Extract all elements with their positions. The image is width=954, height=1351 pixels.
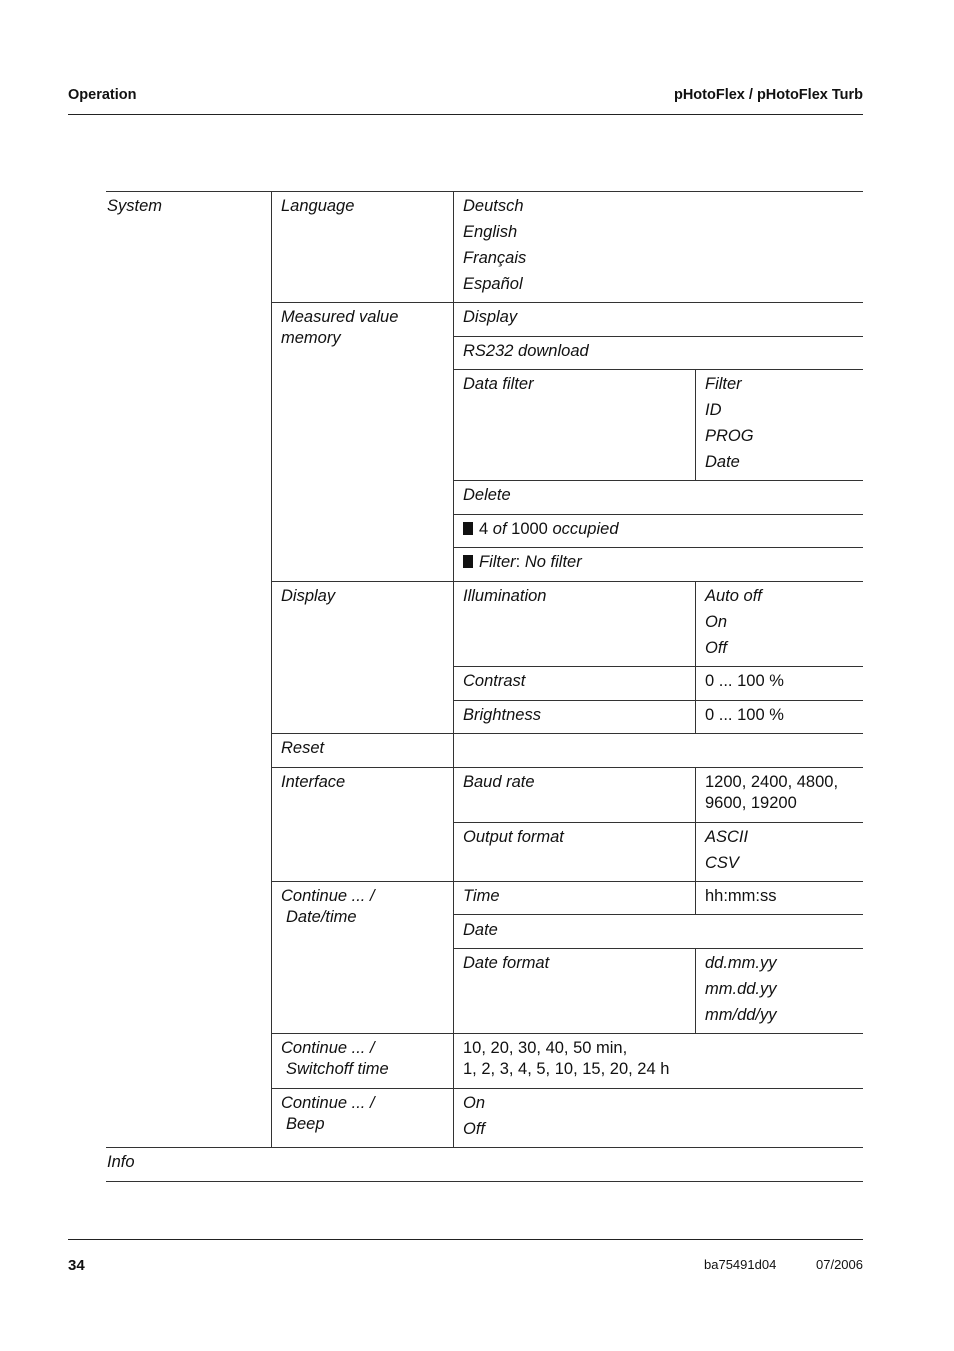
memory-label-line: Measured value <box>281 308 399 326</box>
interface-output-format <box>463 824 564 850</box>
illumination-option: On <box>705 613 728 631</box>
occupied-suffix: occupied <box>552 520 619 538</box>
language-option: Français <box>463 249 527 267</box>
time-format <box>705 883 777 909</box>
info-label: Info <box>107 1153 135 1171</box>
baud-rate-line: 9600, 19200 <box>705 794 797 812</box>
row-divider <box>453 547 863 548</box>
illumination-option: Auto off <box>705 587 762 605</box>
switchoff-label-line: Switchoff time <box>286 1060 389 1078</box>
row-divider <box>453 948 863 949</box>
menu-switchoff-time <box>281 1038 389 1080</box>
output-format-option: ASCII <box>705 828 749 846</box>
display-label: Display <box>281 587 336 605</box>
beep-options <box>463 1090 485 1142</box>
date-format-label: Date format <box>463 954 550 972</box>
beep-option: Off <box>463 1120 486 1138</box>
menu-beep <box>281 1093 375 1135</box>
row-divider <box>106 1147 863 1148</box>
row-divider <box>453 666 863 667</box>
menu-measured-value-memory <box>281 307 398 349</box>
row-divider <box>453 822 863 823</box>
rs232-label: RS232 download <box>463 342 589 360</box>
contrast-range <box>705 668 784 694</box>
memory-delete <box>463 482 511 508</box>
output-format-option: CSV <box>705 854 739 872</box>
data-filter-label: Data filter <box>463 375 534 393</box>
language-label: Language <box>281 197 355 215</box>
status-square-icon <box>463 555 473 568</box>
switchoff-label-line: Continue ... / <box>281 1039 375 1057</box>
row-divider <box>453 369 863 370</box>
language-option: Deutsch <box>463 197 524 215</box>
memory-occupied-status <box>463 516 619 542</box>
menu-date-time <box>281 886 375 928</box>
datetime-time <box>463 883 500 909</box>
status-square-icon <box>463 522 473 535</box>
switchoff-value-line: 10, 20, 30, 40, 50 min, <box>463 1039 628 1057</box>
interface-baud-rate <box>463 769 535 795</box>
output-format-options <box>705 824 748 876</box>
date-format-option: dd.mm.yy <box>705 954 777 972</box>
data-filter-option: Date <box>705 453 740 471</box>
memory-rs232-download <box>463 338 589 364</box>
document-date: 07/2006 <box>816 1257 863 1272</box>
occupied-total: 1000 <box>511 520 548 538</box>
page-number: 34 <box>68 1257 85 1274</box>
column-divider <box>453 191 454 1147</box>
document-id: ba75491d04 <box>704 1257 777 1272</box>
menu-reset <box>281 735 324 761</box>
baud-label: Baud rate <box>463 773 535 791</box>
row-divider <box>271 1033 863 1034</box>
row-divider <box>453 336 863 337</box>
baud-rate-line: 1200, 2400, 4800, <box>705 773 839 791</box>
illumination-option: Off <box>705 639 728 657</box>
memory-label-line: memory <box>281 329 341 347</box>
language-option: English <box>463 223 518 241</box>
footer-rule <box>68 1239 863 1240</box>
output-format-label: Output format <box>463 828 564 846</box>
data-filter-option: PROG <box>705 427 754 445</box>
row-divider <box>453 914 863 915</box>
header-rule <box>68 114 863 115</box>
brightness-range <box>705 702 784 728</box>
display-illumination <box>463 583 546 609</box>
menu-display <box>281 583 335 609</box>
datetime-label-line: Continue ... / <box>281 887 375 905</box>
delete-label: Delete <box>463 486 511 504</box>
contrast-label: Contrast <box>463 672 526 690</box>
menu-language <box>281 193 354 219</box>
brightness-label: Brightness <box>463 706 541 724</box>
interface-label: Interface <box>281 773 346 791</box>
section-title: Operation <box>68 87 137 103</box>
beep-label-line: Continue ... / <box>281 1094 375 1112</box>
memory-display <box>463 304 517 330</box>
filter-status-label: Filter <box>479 553 516 571</box>
row-divider <box>271 1088 863 1089</box>
column-divider <box>695 767 696 881</box>
beep-label-line: Beep <box>286 1115 325 1133</box>
occupied-of: of <box>492 520 507 538</box>
column-divider <box>695 948 696 1033</box>
switchoff-value-line: 1, 2, 3, 4, 5, 10, 15, 20, 24 h <box>463 1060 670 1078</box>
occupied-count: 4 <box>479 520 489 538</box>
row-divider <box>271 767 863 768</box>
illumination-options <box>705 583 762 661</box>
reset-label: Reset <box>281 739 325 757</box>
system-label: System <box>107 197 163 215</box>
language-options <box>463 193 526 297</box>
memory-display-label: Display <box>463 308 518 326</box>
row-divider <box>453 480 863 481</box>
product-title: pHotoFlex / pHotoFlex Turb <box>673 87 863 103</box>
row-divider <box>453 514 863 515</box>
brightness-range-value: 0 ... 100 % <box>705 706 784 724</box>
time-label: Time <box>463 887 500 905</box>
column-divider <box>695 581 696 733</box>
language-option: Español <box>463 275 523 293</box>
column-divider <box>271 191 272 1147</box>
filter-status-sep: : <box>515 553 521 571</box>
table-bottom-border <box>106 1181 863 1182</box>
row-divider <box>271 302 863 303</box>
menu-interface <box>281 769 345 795</box>
row-divider <box>271 881 863 882</box>
date-label: Date <box>463 921 498 939</box>
beep-option: On <box>463 1094 486 1112</box>
datetime-label-line: Date/time <box>286 908 357 926</box>
data-filter-options <box>705 371 754 475</box>
time-format-value: hh:mm:ss <box>705 887 777 905</box>
row-divider <box>453 700 863 701</box>
row-divider <box>271 581 863 582</box>
date-format-option: mm/dd/yy <box>705 1006 777 1024</box>
column-divider <box>695 369 696 480</box>
data-filter-option: ID <box>705 401 722 419</box>
memory-filter-status <box>463 549 582 575</box>
contrast-range-value: 0 ... 100 % <box>705 672 784 690</box>
switchoff-values <box>463 1038 669 1080</box>
display-brightness <box>463 702 541 728</box>
menu-info <box>107 1149 135 1175</box>
illumination-label: Illumination <box>463 587 547 605</box>
data-filter-option: Filter <box>705 375 742 393</box>
datetime-date-format <box>463 950 549 976</box>
display-contrast <box>463 668 525 694</box>
column-divider <box>695 881 696 914</box>
menu-system <box>107 193 162 219</box>
memory-data-filter <box>463 371 534 397</box>
table-top-border <box>106 191 863 192</box>
baud-rate-values <box>705 772 838 814</box>
date-format-options <box>705 950 777 1028</box>
row-divider <box>271 733 863 734</box>
filter-status-value: No filter <box>524 553 582 571</box>
datetime-date <box>463 917 498 943</box>
date-format-option: mm.dd.yy <box>705 980 777 998</box>
